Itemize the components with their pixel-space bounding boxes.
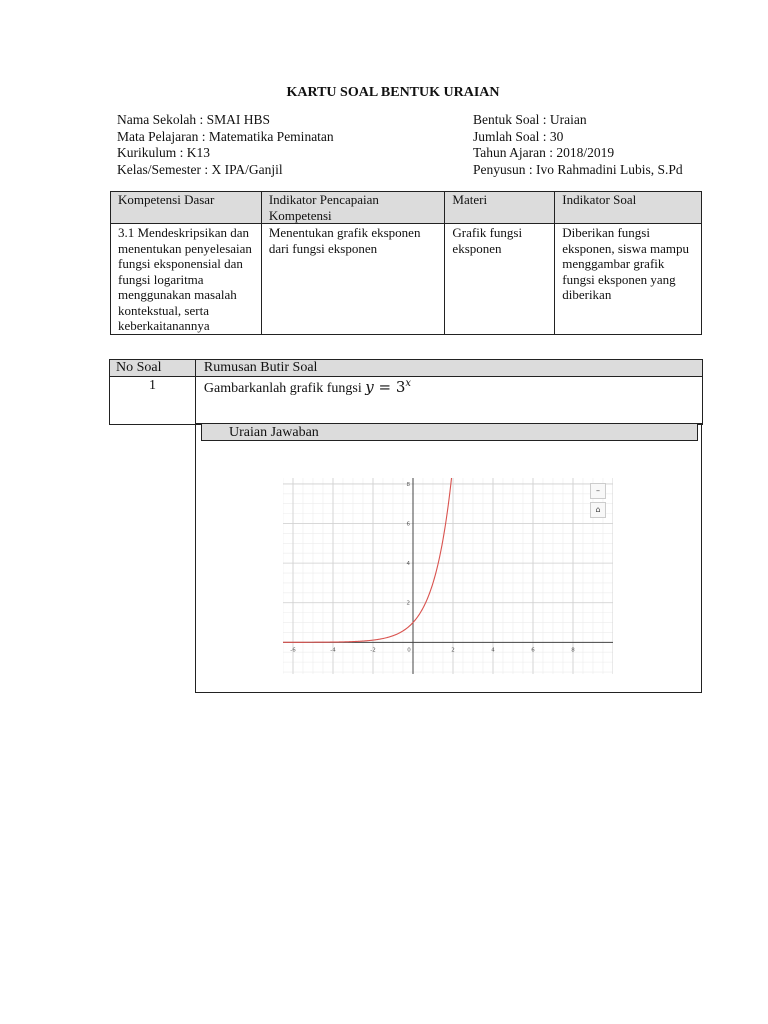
page-title: KARTU SOAL BENTUK URAIAN: [286, 85, 500, 100]
info-left: [117, 112, 334, 178]
header-achievement-indicator: Indikator Pencapaian Kompetensi: [261, 192, 445, 224]
curriculum: Kurikulum : K13: [117, 145, 210, 160]
zoom-out-button[interactable]: –: [590, 483, 606, 499]
y-tick-label: 6: [406, 521, 410, 528]
competency-header-row: [111, 192, 702, 224]
cell-question-indicator: Diberikan fungsi eksponen, siswa mampu menggambar grafik fungsi eksponen yang diberikan: [555, 224, 702, 335]
school-name: Nama Sekolah : SMAI HBS: [117, 112, 270, 127]
header-material: Materi: [445, 192, 555, 224]
cell-achievement-indicator: Menentukan grafik eksponen dari fungsi eksponen: [261, 224, 445, 335]
competency-table: [110, 191, 702, 335]
x-tick-label: 2: [451, 647, 455, 654]
function-curve: [283, 478, 452, 642]
question-row: [110, 377, 703, 425]
question-table: [109, 359, 703, 425]
question-number: 1: [110, 377, 196, 425]
question-count: Jumlah Soal : 30: [473, 128, 564, 144]
formula-lhs: y: [365, 378, 374, 396]
question-text-cell: [195, 377, 702, 425]
question-formula: [365, 378, 411, 396]
question-text: Gambarkanlah grafik fungsi: [203, 381, 362, 396]
item-header-label: Rumusan Butir Soal: [203, 360, 318, 375]
x-tick-label: -2: [370, 647, 376, 654]
cell-material: Grafik fungsi eksponen: [445, 224, 555, 335]
x-tick-label: 0: [407, 647, 411, 654]
question-form: Bentuk Soal : Uraian: [473, 112, 587, 127]
class-semester: Kelas/Semester : X IPA/Ganjil: [117, 161, 283, 177]
formula-exponent: x: [405, 378, 412, 389]
answer-header: Uraian Jawaban: [201, 424, 698, 441]
x-tick-label: 8: [571, 647, 575, 654]
info-right: [473, 112, 683, 178]
academic-year: Tahun Ajaran : 2018/2019: [473, 145, 615, 160]
question-header-row: [110, 360, 703, 377]
x-tick-label: 6: [531, 647, 535, 654]
subject: Mata Pelajaran : Matematika Peminatan: [117, 128, 334, 144]
x-tick-label: 4: [491, 647, 495, 654]
y-tick-label: 2: [406, 600, 410, 607]
header-question-number: [110, 360, 196, 377]
y-tick-label: 8: [406, 481, 410, 488]
header-question-item: [195, 360, 702, 377]
no-soal-label: No Soal: [116, 360, 162, 375]
header-basic-competency: Kompetensi Dasar: [111, 192, 262, 224]
x-tick-label: -4: [330, 647, 336, 654]
formula-eq: = 3: [373, 378, 406, 396]
author: Penyusun : Ivo Rahmadini Lubis, S.Pd: [473, 161, 683, 177]
cell-basic-competency: 3.1 Mendeskripsikan dan menentukan penyelesaian fungsi eksponensial dan fungsi logaritma menggunakan masalah kontekstual, serta keberkaitanannya: [111, 224, 262, 335]
x-tick-label: -6: [290, 647, 296, 654]
competency-row: [111, 224, 702, 335]
home-icon[interactable]: ⌂: [590, 502, 606, 518]
header-question-indicator: Indikator Soal: [555, 192, 702, 224]
y-tick-label: 4: [406, 561, 410, 568]
exponential-graph: [283, 478, 613, 674]
